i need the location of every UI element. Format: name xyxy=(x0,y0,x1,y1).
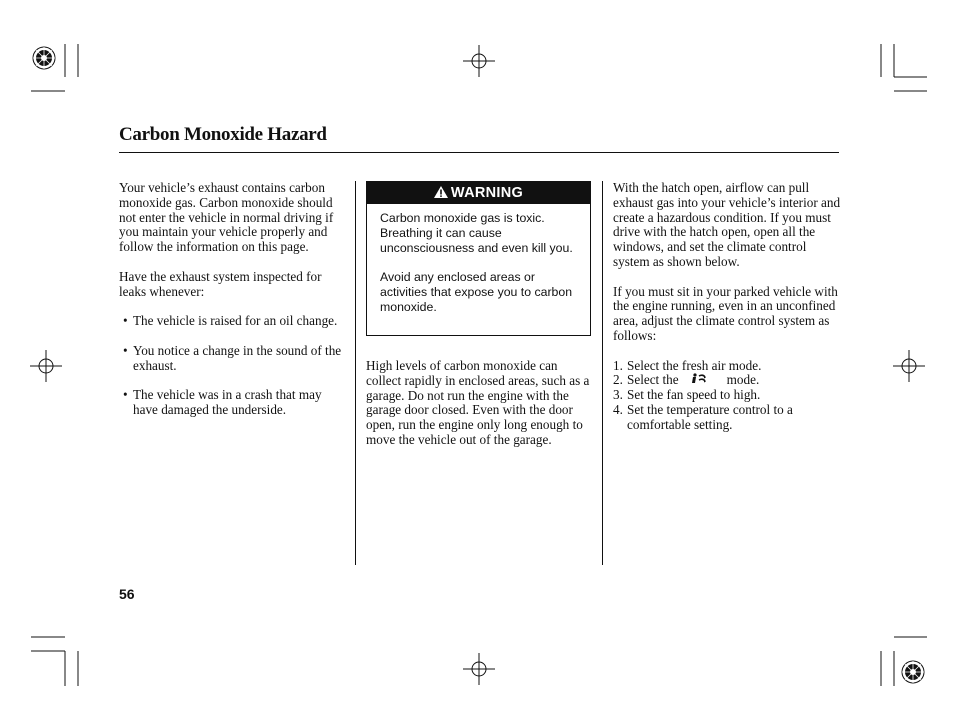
list-item: 4. Set the temperature control to a comfortable setting. xyxy=(613,401,793,432)
middle-column xyxy=(366,359,594,463)
left-column xyxy=(119,181,345,433)
garage-paragraph: High levels of carbon monoxide can collect rapidly in enclosed areas, such as a garage. Do not run the engine with the garage door closed. Even with the door open, run the engine only long enough to move the vehicle out of the garage. xyxy=(366,358,590,447)
warning-header xyxy=(367,182,590,204)
list-item: • The vehicle was in a crash that may have damaged the underside. xyxy=(119,388,345,418)
list-item: 3. Set the fan speed to high. xyxy=(613,387,761,403)
intro-paragraph: Your vehicle’s exhaust contains carbon monoxide gas. Carbon monoxide should not enter the vehicle in normal driving if you maintain your vehicle properly and follow the information on this page. xyxy=(119,180,334,255)
list-item: • The vehicle is raised for an oil change. xyxy=(119,314,345,329)
column-divider xyxy=(602,181,603,565)
hatch-paragraph: With the hatch open, airflow can pull exhaust gas into your vehicle’s interior and create a hazardous condition. If you must drive with the hatch open, open all the windows, and set the climate control system as shown below. xyxy=(613,180,841,269)
steps-list xyxy=(613,359,841,433)
warning-triangle-icon xyxy=(434,186,448,201)
warning-body xyxy=(367,204,590,315)
page-number: 56 xyxy=(119,586,135,602)
list-item: • You notice a change in the sound of the exhaust. xyxy=(119,344,345,374)
warning-text: Avoid any enclosed areas or activities that expose you to carbon monoxide. xyxy=(380,270,573,314)
column-divider xyxy=(355,181,356,565)
page-title: Carbon Monoxide Hazard xyxy=(119,124,327,145)
warning-text: Carbon monoxide gas is toxic. Breathing it can cause unconsciousness and even kill you. xyxy=(380,211,573,255)
parked-paragraph: If you must sit in your parked vehicle with the engine running, even in an unconfined area, adjust the climate control system as follows: xyxy=(613,283,838,343)
list-item: 1. Select the fresh air mode. xyxy=(613,357,762,373)
vent-mode-icon xyxy=(689,373,719,385)
title-rule xyxy=(119,152,839,153)
warning-box xyxy=(366,181,591,336)
right-column xyxy=(613,181,841,433)
inspect-lead: Have the exhaust system inspected for leaks whenever: xyxy=(119,268,322,299)
warning-heading: WARNING xyxy=(450,185,524,201)
list-item: 2. Select the mode. xyxy=(613,372,760,388)
